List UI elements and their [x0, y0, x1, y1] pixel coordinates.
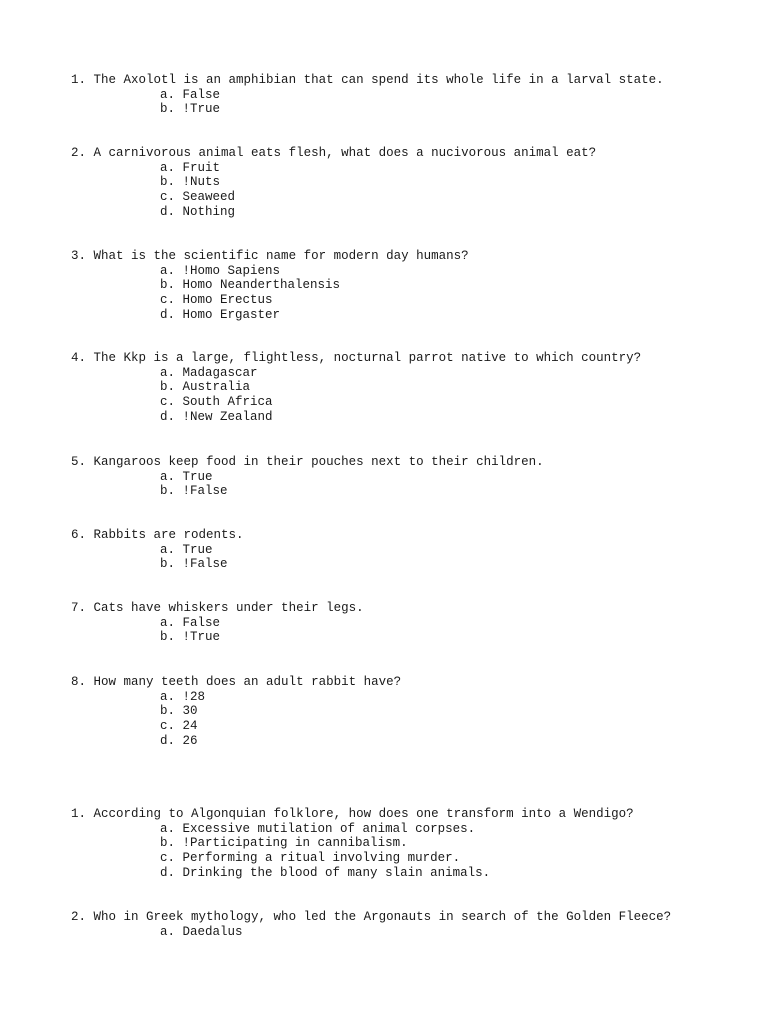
question-line — [71, 910, 751, 925]
answer-option — [71, 704, 751, 719]
question-text: Cats have whiskers under their legs. — [93, 601, 364, 615]
answer-options — [71, 925, 751, 940]
option-text: !False — [182, 557, 228, 572]
question-line — [71, 249, 751, 264]
answer-option — [71, 543, 751, 558]
option-letter: d. — [160, 307, 176, 322]
option-letter: a. — [160, 469, 176, 484]
option-letter: b. — [160, 704, 176, 719]
question-number: 1. — [71, 807, 87, 821]
option-text: !28 — [182, 689, 206, 704]
question-text: According to Algonquian folklore, how does one transform into a Wendigo? — [93, 807, 634, 821]
option-letter: a. — [160, 263, 176, 278]
question-number: 1. — [71, 73, 87, 87]
question-text: How many teeth does an adult rabbit have? — [93, 675, 402, 689]
question-number: 8. — [71, 675, 87, 689]
question-number: 3. — [71, 249, 87, 263]
option-letter: d. — [160, 733, 176, 748]
answer-options — [71, 264, 751, 323]
answer-options — [71, 161, 751, 220]
option-text: !Nuts — [182, 175, 221, 190]
answer-option — [71, 395, 751, 410]
option-letter: a. — [160, 615, 176, 630]
option-letter: b. — [160, 630, 176, 645]
answer-option — [71, 690, 751, 705]
answer-option — [71, 836, 751, 851]
option-letter: b. — [160, 380, 176, 395]
answer-option — [71, 190, 751, 205]
question-text: What is the scientific name for modern day humans? — [93, 249, 469, 263]
question-text: Rabbits are rodents. — [93, 528, 244, 542]
answer-option — [71, 278, 751, 293]
question-line — [71, 675, 751, 690]
option-text: False — [182, 615, 221, 630]
question-line — [71, 455, 751, 470]
option-text: !True — [182, 630, 221, 645]
question-block — [71, 910, 751, 939]
answer-options — [71, 822, 751, 881]
answer-option — [71, 925, 751, 940]
answer-option — [71, 719, 751, 734]
question-block — [71, 675, 751, 749]
question-text: Kangaroos keep food in their pouches next to their children. — [93, 455, 544, 469]
option-text: Homo Ergaster — [182, 307, 281, 322]
answer-option — [71, 264, 751, 279]
option-text: True — [182, 469, 213, 484]
option-letter: c. — [160, 851, 176, 866]
option-text: !Homo Sapiens — [182, 263, 281, 278]
question-block — [71, 73, 751, 117]
answer-option — [71, 308, 751, 323]
question-block — [71, 351, 751, 425]
question-block — [71, 146, 751, 220]
answer-option — [71, 410, 751, 425]
option-text: Performing a ritual involving murder. — [182, 851, 461, 866]
option-letter: b. — [160, 484, 176, 499]
question-text: A carnivorous animal eats flesh, what does a nucivorous animal eat? — [93, 146, 597, 160]
option-text: Australia — [182, 380, 251, 395]
question-line — [71, 351, 751, 366]
option-text: 26 — [182, 733, 198, 748]
option-letter: a. — [160, 87, 176, 102]
answer-option — [71, 630, 751, 645]
answer-options — [71, 616, 751, 645]
answer-option — [71, 557, 751, 572]
question-number: 5. — [71, 455, 87, 469]
answer-option — [71, 102, 751, 117]
option-letter: c. — [160, 190, 176, 205]
question-text: The Kkp is a large, flightless, nocturnal parrot native to which country? — [93, 351, 642, 365]
option-letter: b. — [160, 557, 176, 572]
option-letter: b. — [160, 175, 176, 190]
answer-option — [71, 175, 751, 190]
option-text: True — [182, 542, 213, 557]
answer-option — [71, 822, 751, 837]
answer-option — [71, 866, 751, 881]
option-text: Drinking the blood of many slain animals. — [182, 865, 491, 880]
option-text: False — [182, 87, 221, 102]
question-line — [71, 528, 751, 543]
question-line — [71, 807, 751, 822]
answer-option — [71, 484, 751, 499]
question-block — [71, 528, 751, 572]
question-block — [71, 807, 751, 881]
option-letter: b. — [160, 278, 176, 293]
question-number: 7. — [71, 601, 87, 615]
question-line — [71, 601, 751, 616]
answer-option — [71, 293, 751, 308]
question-block — [71, 249, 751, 323]
answer-option — [71, 734, 751, 749]
question-number: 2. — [71, 910, 87, 924]
option-text: !False — [182, 484, 228, 499]
option-letter: d. — [160, 204, 176, 219]
answer-option — [71, 470, 751, 485]
option-letter: a. — [160, 365, 176, 380]
option-text: Seaweed — [182, 190, 236, 205]
option-letter: c. — [160, 395, 176, 410]
answer-option — [71, 851, 751, 866]
option-text: Excessive mutilation of animal corpses. — [182, 821, 476, 836]
option-text: !New Zealand — [182, 409, 273, 424]
answer-options — [71, 88, 751, 117]
answer-options — [71, 470, 751, 499]
question-line — [71, 73, 751, 88]
option-text: Homo Erectus — [182, 293, 273, 308]
option-letter: a. — [160, 160, 176, 175]
answer-option — [71, 205, 751, 220]
answer-option — [71, 366, 751, 381]
option-letter: b. — [160, 102, 176, 117]
option-text: Nothing — [182, 204, 236, 219]
option-text: Fruit — [182, 160, 221, 175]
option-text: Daedalus — [182, 924, 243, 939]
option-letter: a. — [160, 821, 176, 836]
option-letter: a. — [160, 542, 176, 557]
option-letter: d. — [160, 409, 176, 424]
question-line — [71, 146, 751, 161]
answer-option — [71, 88, 751, 103]
option-text: Madagascar — [182, 365, 258, 380]
question-number: 2. — [71, 146, 87, 160]
answer-options — [71, 366, 751, 425]
option-text: !True — [182, 102, 221, 117]
question-number: 6. — [71, 528, 87, 542]
option-letter: c. — [160, 719, 176, 734]
option-text: 30 — [182, 704, 198, 719]
answer-option — [71, 616, 751, 631]
answer-options — [71, 543, 751, 572]
option-text: South Africa — [182, 395, 273, 410]
question-block — [71, 455, 751, 499]
answer-option — [71, 380, 751, 395]
option-letter: a. — [160, 924, 176, 939]
question-text: The Axolotl is an amphibian that can spend its whole life in a larval state. — [93, 73, 664, 87]
question-block — [71, 601, 751, 645]
option-letter: d. — [160, 865, 176, 880]
answer-options — [71, 690, 751, 749]
option-text: Homo Neanderthalensis — [182, 278, 341, 293]
question-text: Who in Greek mythology, who led the Argonauts in search of the Golden Fleece? — [93, 910, 672, 924]
option-letter: b. — [160, 836, 176, 851]
option-letter: a. — [160, 689, 176, 704]
answer-option — [71, 161, 751, 176]
option-text: 24 — [182, 719, 198, 734]
option-text: !Participating in cannibalism. — [182, 836, 408, 851]
option-letter: c. — [160, 293, 176, 308]
question-number: 4. — [71, 351, 87, 365]
